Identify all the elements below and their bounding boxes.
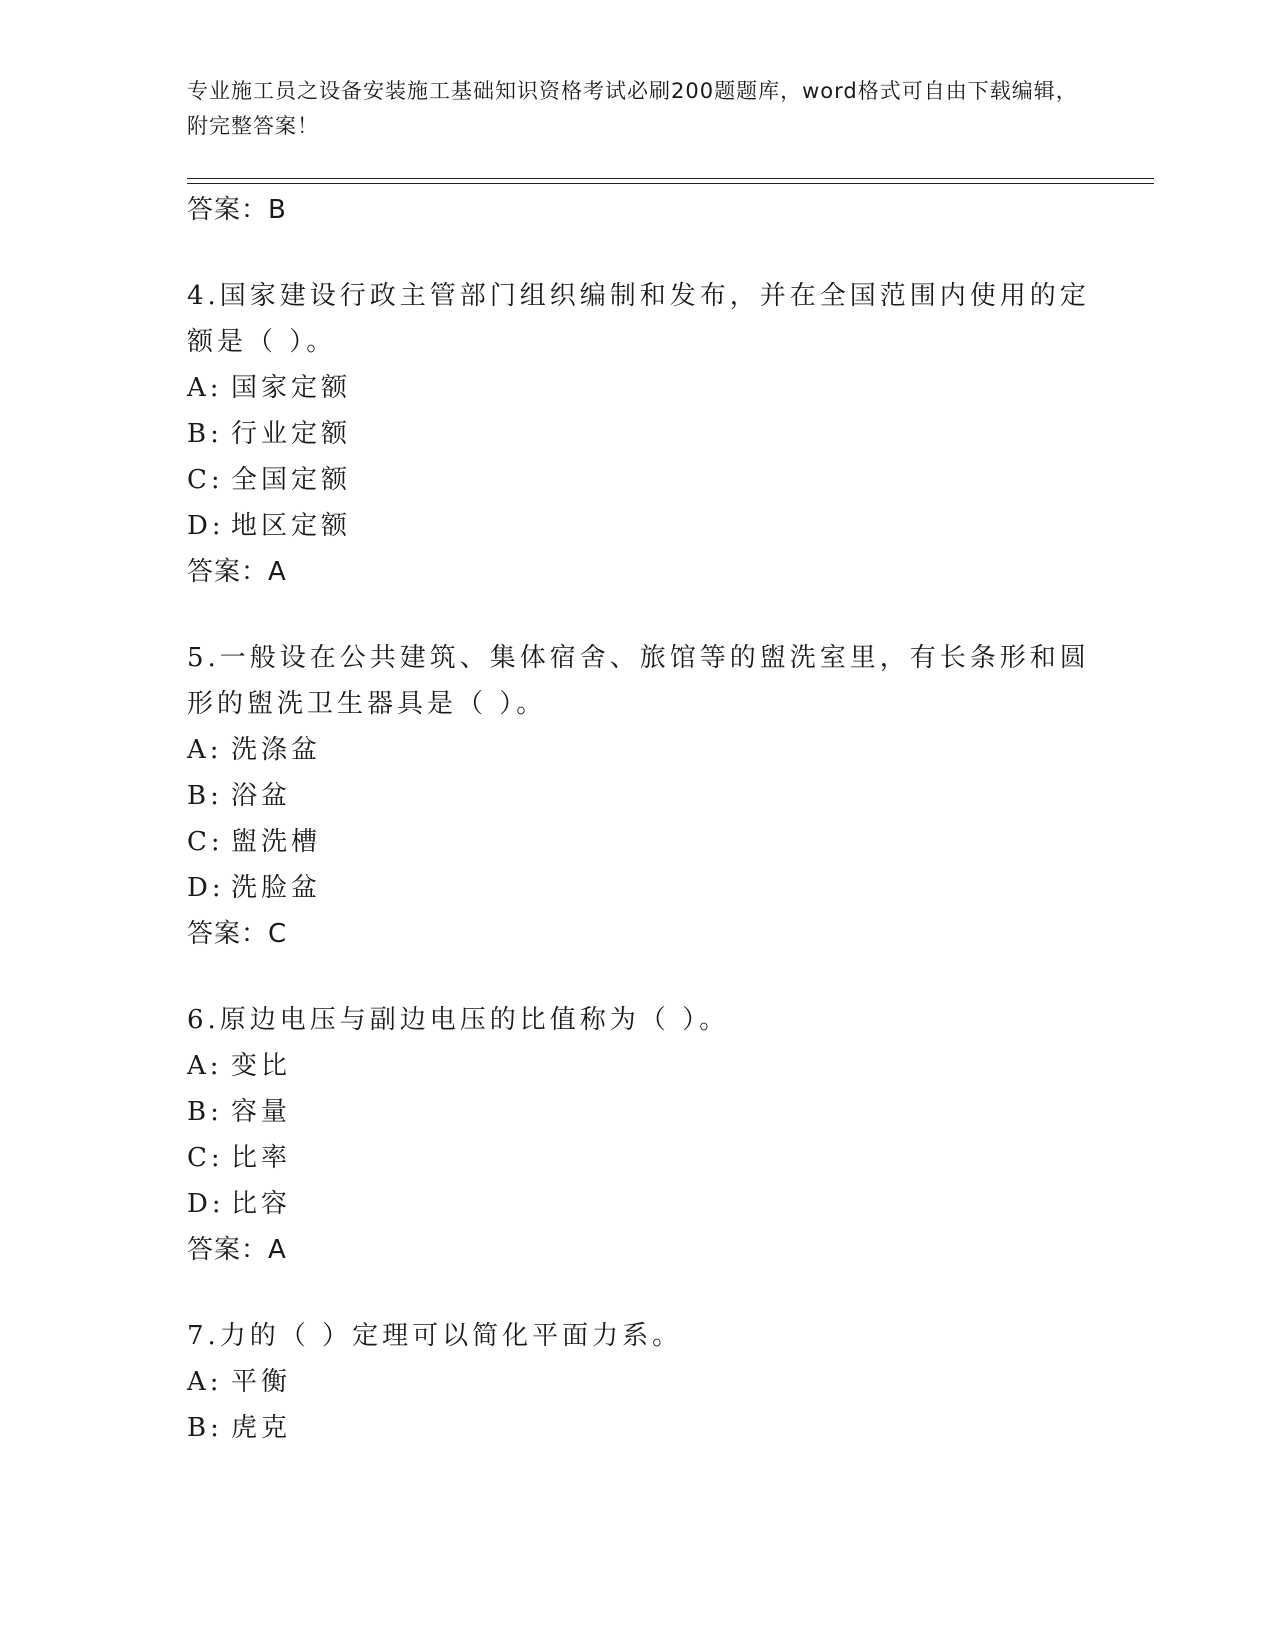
option-key: B: bbox=[187, 1097, 223, 1127]
option-key: C: bbox=[187, 465, 224, 495]
option-text: 变比 bbox=[231, 1051, 292, 1081]
option-a bbox=[187, 1043, 1107, 1089]
question-text: 6.原边电压与副边电压的比值称为（ ）。 bbox=[187, 1005, 730, 1035]
answer-label: 答案：B bbox=[187, 195, 287, 225]
option-key: C: bbox=[187, 827, 224, 857]
option-key: A: bbox=[187, 735, 223, 765]
option-key: D: bbox=[187, 873, 225, 903]
question-text: 7.力的（ ）定理可以简化平面力系。 bbox=[187, 1321, 683, 1351]
answer-label: 答案：A bbox=[187, 1235, 287, 1265]
option-key: B: bbox=[187, 419, 223, 449]
option-text: 国家定额 bbox=[231, 373, 352, 403]
option-d bbox=[187, 1181, 1107, 1227]
answer-label: 答案：C bbox=[187, 919, 288, 949]
header-rule-top bbox=[187, 178, 1154, 179]
option-text: 比率 bbox=[231, 1143, 292, 1173]
option-d bbox=[187, 503, 1107, 549]
header-title: 专业施工员之设备安装施工基础知识资格考试必刷200题题库，word格式可自由下载编辑，附完整答案！ bbox=[187, 79, 1078, 138]
option-key: A: bbox=[187, 1367, 223, 1397]
answer-label: 答案：A bbox=[187, 557, 287, 587]
option-a bbox=[187, 727, 1107, 773]
option-text: 容量 bbox=[231, 1097, 292, 1127]
option-key: D: bbox=[187, 1189, 225, 1219]
option-b bbox=[187, 1405, 1107, 1451]
option-text: 虎克 bbox=[231, 1413, 292, 1443]
option-key: C: bbox=[187, 1143, 224, 1173]
option-b bbox=[187, 1089, 1107, 1135]
question-6 bbox=[187, 997, 1107, 1273]
option-key: B: bbox=[187, 1413, 223, 1443]
option-a bbox=[187, 365, 1107, 411]
option-c bbox=[187, 457, 1107, 503]
option-text: 地区定额 bbox=[231, 511, 352, 541]
option-text: 洗涤盆 bbox=[231, 735, 322, 765]
option-text: 平衡 bbox=[231, 1367, 292, 1397]
option-key: D: bbox=[187, 511, 225, 541]
option-key: A: bbox=[187, 1051, 223, 1081]
option-text: 比容 bbox=[231, 1189, 292, 1219]
option-text: 全国定额 bbox=[231, 465, 352, 495]
option-b bbox=[187, 411, 1107, 457]
option-key: A: bbox=[187, 373, 223, 403]
question-list bbox=[187, 187, 1107, 1451]
option-key: B: bbox=[187, 781, 223, 811]
header-rule-bottom bbox=[187, 183, 1154, 184]
option-d bbox=[187, 865, 1107, 911]
option-text: 盥洗槽 bbox=[231, 827, 322, 857]
question-text: 4.国家建设行政主管部门组织编制和发布，并在全国范围内使用的定额是（ ）。 bbox=[187, 281, 1090, 357]
option-c bbox=[187, 819, 1107, 865]
document-header bbox=[187, 74, 1087, 144]
option-text: 洗脸盆 bbox=[231, 873, 322, 903]
option-text: 行业定额 bbox=[231, 419, 352, 449]
option-a bbox=[187, 1359, 1107, 1405]
question-4 bbox=[187, 273, 1107, 595]
question-text: 5.一般设在公共建筑、集体宿舍、旅馆等的盥洗室里，有长条形和圆形的盥洗卫生器具是（ ）。 bbox=[187, 643, 1090, 719]
option-b bbox=[187, 773, 1107, 819]
option-text: 浴盆 bbox=[231, 781, 292, 811]
question-5 bbox=[187, 635, 1107, 957]
question-7 bbox=[187, 1313, 1107, 1451]
option-c bbox=[187, 1135, 1107, 1181]
